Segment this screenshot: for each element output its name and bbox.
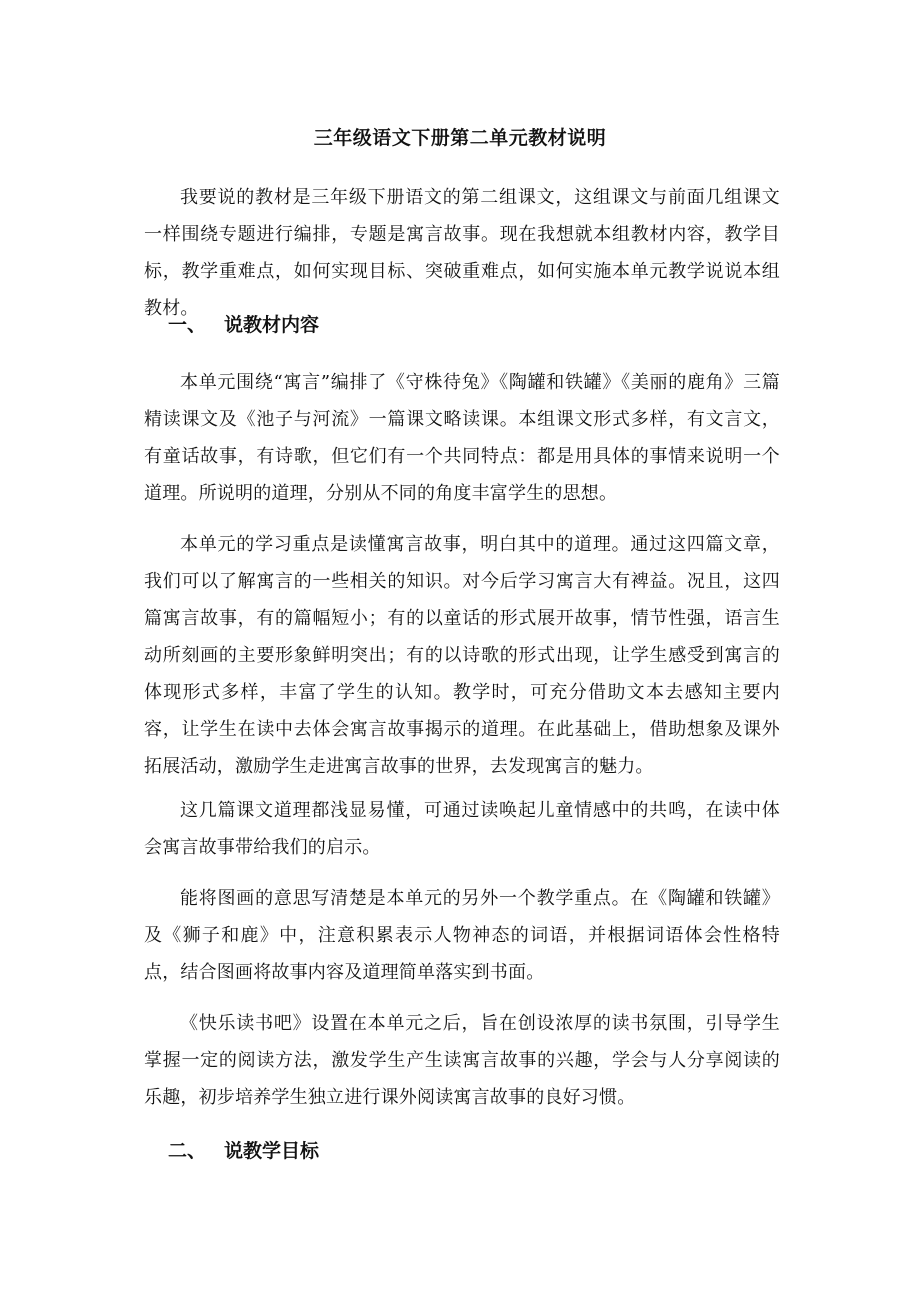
document-title: 三年级语文下册第二单元教材说明 [313,127,607,149]
section-1-title: 说教材内容 [224,314,320,336]
section-1-number: 一、 [168,314,207,336]
section-1-paragraph-1: 本单元围绕“寓言”编排了《守株待兔》《陶罐和铁罐》《美丽的鹿角》三篇精读课文及《池子与河流》一篇课文略读课。本组课文形式多样，有文言文，有童话故事，有诗歌，但它们有一个共同特点：都是用具体的事情来说明一个道理。所说明的道理，分别从不同的角度丰富学生的思想。 [144,372,780,504]
section-1-paragraph-3: 这几篇课文道理都浅显易懂，可通过读唤起儿童情感中的共鸣，在读中体会寓言故事带给我们的启示。 [144,800,780,858]
section-1-paragraph-5: 《快乐读书吧》设置在本单元之后，旨在创设浓厚的读书氛围，引导学生掌握一定的阅读方法，激发学生产生读寓言故事的兴趣，学会与人分享阅读的乐趣，初步培养学生独立进行课外阅读寓言故事的良好习惯。 [144,1013,780,1108]
section-1-paragraph-4: 能将图画的意思写清楚是本单元的另外一个教学重点。在《陶罐和铁罐》及《狮子和鹿》中，注意积累表示人物神态的词语，并根据词语体会性格特点，结合图画将故事内容及道理简单落实到书面。 [144,888,780,983]
intro-paragraph: 我要说的教材是三年级下册语文的第二组课文，这组课文与前面几组课文一样围绕专题进行编排，专题是寓言故事。现在我想就本组教材内容，教学目标，教学重难点，如何实现目标、突破重难点，如何实施本单元教学说说本组教材。 [144,187,780,319]
section-2-heading [168,1137,319,1165]
section-1-paragraph-2: 本单元的学习重点是读懂寓言故事，明白其中的道理。通过这四篇文章，我们可以了解寓言的一些相关的知识。对今后学习寓言大有裨益。况且，这四篇寓言故事，有的篇幅短小；有的以童话的形式展开故事，情节性强，语言生动所刻画的主要形象鲜明突出；有的以诗歌的形式出现，让学生感受到寓言的体现形式多样，丰富了学生的认知。教学时，可充分借助文本去感知主要内容，让学生在读中去体会寓言故事揭示的道理。在此基础上，借助想象及课外拓展活动，激励学生走进寓言故事的世界，去发现寓言的魅力。 [144,534,780,777]
section-1-heading [168,311,319,339]
section-2-title: 说教学目标 [224,1140,320,1162]
section-2-number: 二、 [168,1140,207,1162]
